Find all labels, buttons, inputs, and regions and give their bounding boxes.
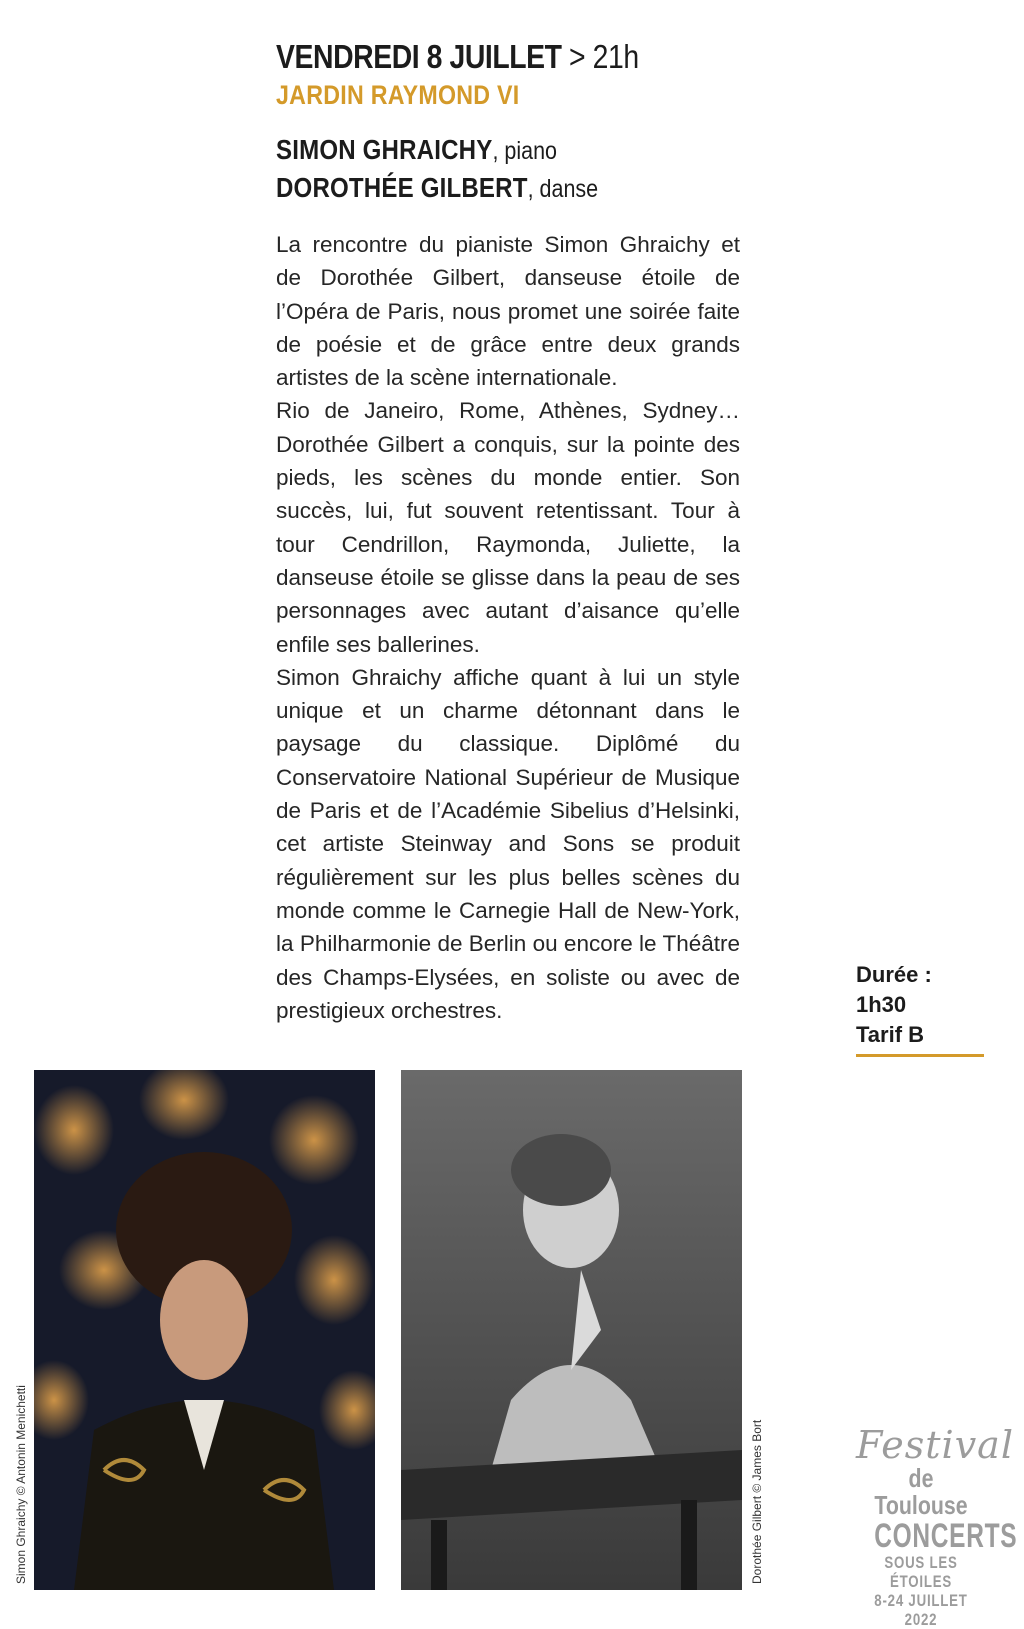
logo-line: Festival: [856, 1423, 1014, 1467]
description-paragraph: Simon Ghraichy affiche quant à lui un style unique et un charme détonnant dans le paysage du classique. Diplômé du Conservatoire National Supérieur de Musique de Paris et de l’Académie Sibelius d’Helsinki, cet artiste Steinway and Sons se produit régulièrement sur les plus belles scènes du monde comme le Carnegie Hall de New-York, la Philharmonie de Berlin ou encore le Théâtre des Champs-Elysées, en soliste ou avec de prestigieux orchestres.: [276, 664, 740, 1023]
event-venue: JARDIN RAYMOND VI: [276, 80, 520, 110]
event-date-text: VENDREDI 8 JUILLET: [276, 38, 562, 75]
pianist-photo: [34, 1070, 375, 1590]
dancer-image: [401, 1070, 742, 1590]
event-info-box: [856, 960, 984, 1057]
festival-logo: [856, 1423, 1018, 1629]
artist-role: , danse: [527, 175, 599, 203]
artist-name: SIMON GHRAICHY: [276, 134, 493, 165]
logo-line: 8-24 JUILLET 2022: [874, 1591, 968, 1629]
artist-name: DOROTHÉE GILBERT: [276, 172, 528, 203]
description-paragraph: La rencontre du pianiste Simon Ghraichy et de Dorothée Gilbert, danseuse étoile de l’Opéra de Paris, nous promet une soirée faite de poésie et de grâce entre deux grands artistes de la scène internationale.: [276, 232, 740, 391]
artist-role: , piano: [492, 137, 558, 165]
pianist-image: [34, 1070, 375, 1590]
artist-line: [276, 134, 557, 166]
artist-line: [276, 172, 598, 204]
duration-text: Durée : 1h30: [856, 962, 932, 1017]
event-time: > 21h: [569, 38, 639, 75]
tarif-label: Tarif: [856, 1022, 903, 1047]
description-paragraph: Rio de Janeiro, Rome, Athènes, Sydney… Dorothée Gilbert a conquis, sur la pointe des pieds, les scènes du monde entier. Son succès, lui, fut souvent retentissant. Tour à tour Cendrillon, Raymonda, Juliette, la danseuse étoile se glisse dans la peau de ses personnages avec autant d’aisance qu’elle enfile ses ballerines.: [276, 398, 740, 657]
photo-credit: Simon Ghraichy © Antonin Menichetti: [14, 1385, 28, 1584]
dancer-photo: [401, 1070, 742, 1590]
tarif-line: [856, 1020, 984, 1050]
photo-credit: Dorothée Gilbert © James Bort: [750, 1419, 764, 1584]
event-date: [276, 38, 639, 76]
logo-line: de Toulouse: [874, 1463, 968, 1520]
tarif-value: B: [908, 1022, 925, 1047]
logo-line: CONCERTS: [874, 1517, 1018, 1555]
logo-line: SOUS LES ÉTOILES: [884, 1553, 958, 1591]
event-description: [276, 228, 740, 1027]
